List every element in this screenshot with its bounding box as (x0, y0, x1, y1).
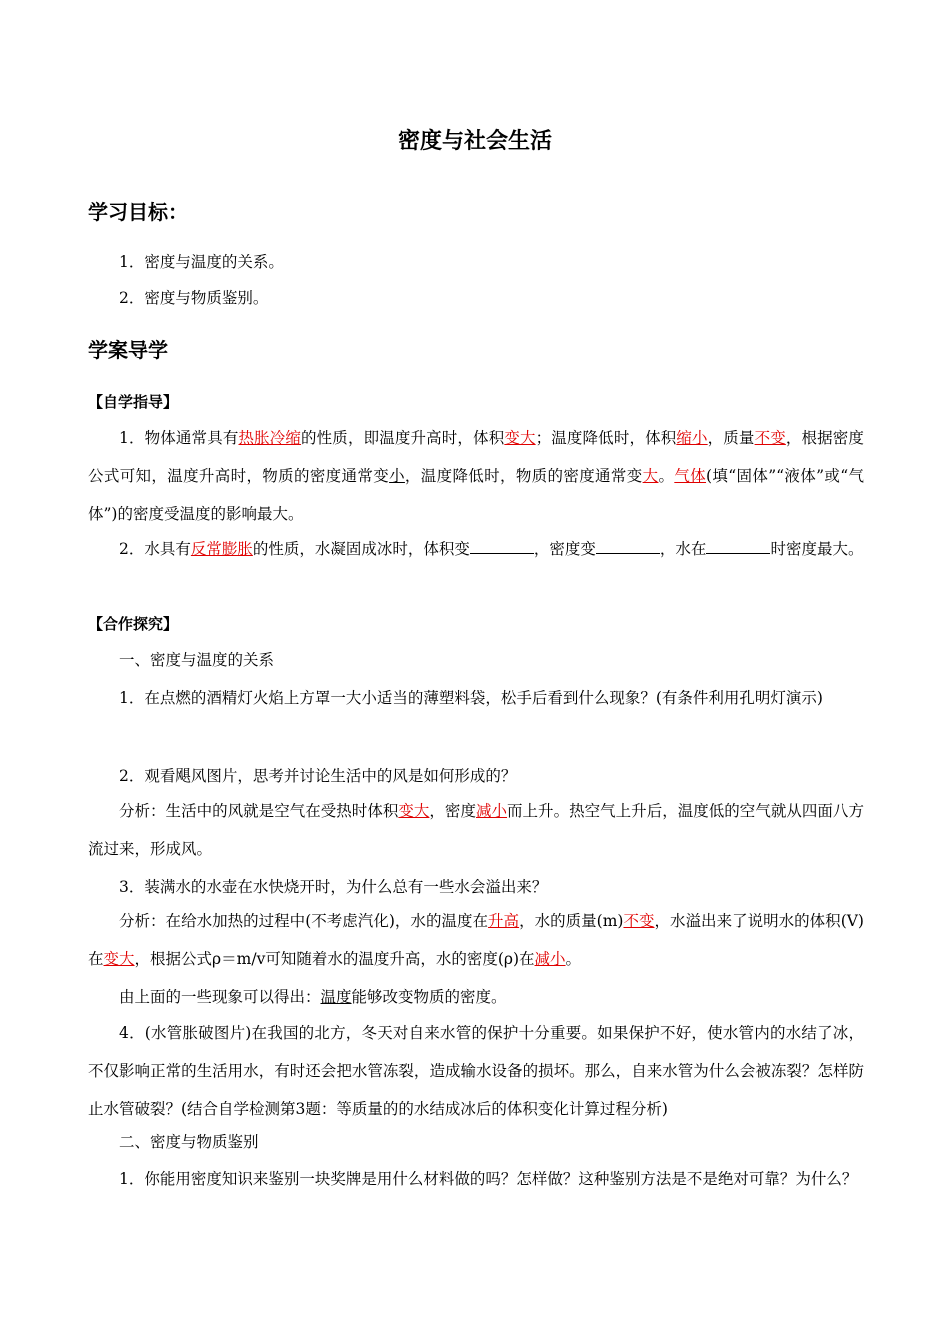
answer: 大 (642, 467, 659, 485)
text: ，水的质量(m) (519, 912, 624, 930)
answer: 减小 (534, 950, 566, 968)
cooperation-analysis-1 (88, 792, 864, 868)
answer: 反常膨胀 (190, 540, 253, 558)
cooperation-paragraph-2: 2．观看飓风图片，思考并讨论生活中的风是如何形成的？ (119, 767, 517, 785)
guide-heading: 学案导学 (88, 338, 168, 362)
cooperation-paragraph-4: 4．(水管胀破图片)在我国的北方，冬天对自来水管的保护十分重要。如果保护不好，使水管内的水结了冰，不仅影响正常的生活用水，有时还会把水管冻裂，造成输水设备的损坏。那么，自来水管为什么会被冻裂？怎样防止水管破裂？(结合自学检测第3题：等质量的的水结成冰后的体积变化计算过程分析) (88, 1024, 864, 1118)
text: 时密度最大。 (770, 540, 864, 558)
answer: 温度 (320, 988, 352, 1006)
text: ；温度降低时，体积 (535, 429, 677, 447)
answer: 热胀冷缩 (238, 429, 302, 447)
answer: 不变 (754, 429, 786, 447)
answer: 变大 (103, 950, 135, 968)
text: 2．水具有 (119, 540, 191, 558)
answer-blank[interactable] (470, 539, 534, 554)
page-title: 密度与社会生活 (397, 129, 552, 154)
text: ，质量 (707, 429, 755, 447)
section-2-heading: 二、密度与物质鉴别 (119, 1133, 259, 1151)
text: (填“固体”“液体”或“气体”)的密度受温度的影响最大。 (88, 467, 864, 523)
section-1-heading: 一、密度与温度的关系 (119, 651, 275, 669)
text: 分析：生活中的风就是空气在受热时体积 (119, 802, 399, 820)
text: 由上面的一些现象可以得出： (119, 988, 321, 1006)
cooperation-label: 【合作探究】 (88, 615, 179, 633)
answer: 气体 (674, 467, 707, 485)
cooperation-conclusion (88, 978, 864, 1016)
cooperation-paragraph-5: 1．你能用密度知识来鉴别一块奖牌是用什么材料做的吗？怎样做？这种鉴别方法是不是绝对可靠？为什么？ (119, 1170, 858, 1188)
answer: 减小 (475, 802, 508, 820)
text: 1．物体通常具有 (119, 429, 239, 447)
objective-item-2: 2．密度与物质鉴别。 (119, 289, 269, 307)
text: 的性质，即温度升高时，体积 (301, 429, 505, 447)
cooperation-analysis-2 (88, 902, 864, 978)
text: ，水在 (659, 540, 707, 558)
text: ，根据密度公式可知，温度升高时，物质的密度通常变 (88, 429, 864, 485)
self-study-question-2 (88, 530, 864, 568)
self-study-label: 【自学指导】 (88, 393, 179, 411)
text: 分析：在给水加热的过程中(不考虑汽化)，水的温度在 (119, 912, 489, 930)
self-study-question-1 (88, 419, 864, 533)
text: 能够改变物质的密度。 (351, 988, 507, 1006)
text: ，密度 (429, 802, 476, 820)
text: ，温度降低时，物质的密度通常变 (404, 467, 643, 485)
cooperation-paragraph-1: 1．在点燃的酒精灯火焰上方罩一大小适当的薄塑料袋，松手后看到什么现象？(有条件利用孔明灯演示) (119, 689, 823, 707)
answer: 不变 (623, 912, 655, 930)
answer-blank[interactable] (706, 539, 770, 554)
answer: 缩小 (676, 429, 708, 447)
answer: 升高 (488, 912, 520, 930)
answer: 小 (389, 467, 405, 485)
objectives-heading: 学习目标： (88, 200, 188, 224)
objective-item-1: 1．密度与温度的关系。 (119, 253, 284, 271)
text: ，密度变 (533, 540, 596, 558)
text: 而上升。热空气上升后，温度低的空气就从四面八方流过来，形成风。 (88, 802, 864, 858)
answer: 变大 (398, 802, 430, 820)
text: ，水溢出来了说明水的体积(V)在 (88, 912, 864, 968)
text: 。 (658, 467, 675, 485)
answer-blank[interactable] (596, 539, 660, 554)
text: ，根据公式ρ＝m/v可知随着水的温度升高，水的密度(ρ)在 (134, 950, 535, 968)
text: 。 (565, 950, 582, 968)
text: 的性质，水凝固成冰时，体积变 (252, 540, 470, 558)
cooperation-paragraph-3: 3．装满水的水壶在水快烧开时，为什么总有一些水会溢出来？ (119, 878, 548, 896)
answer: 变大 (504, 429, 536, 447)
